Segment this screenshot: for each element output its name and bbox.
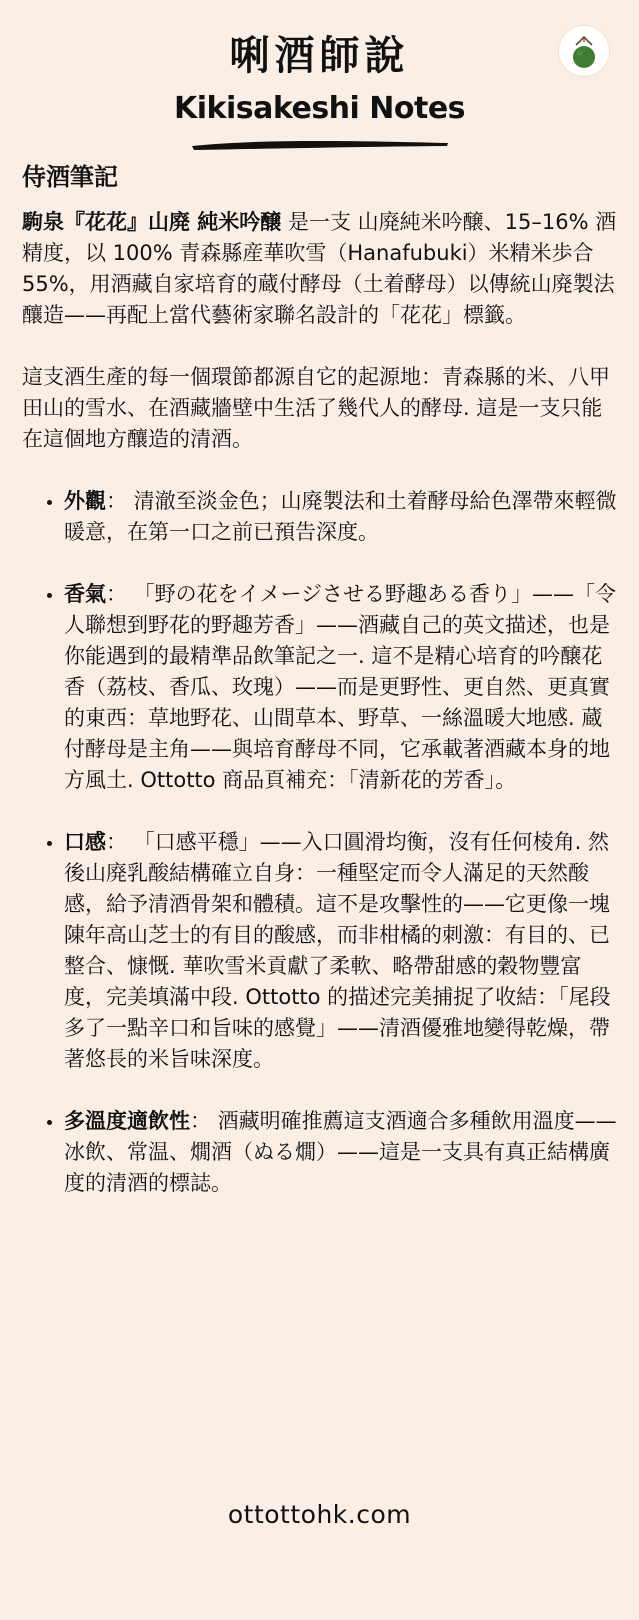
note-text: ： 「野の花をイメージさせる野趣ある香り」——「令人聯想到野花的野趣芳香」——酒藏自己的英文描述，也是你能遇到的最精準品飲筆記之一. 這不是精心培育的吟醸花香（荔枝、香瓜、玫瑰）——而是更野性、更自然、更真實的東西：草地野花、山間草本、野草、一絲溫暖大地感. 蔵付酵母是主角——與培育酵母不同，它承載著酒藏本身的地方風土. Ottotto 商品頁補充：「清新花的芳香」。	[64, 582, 617, 792]
note-text: ： 清澈至淡金色；山廃製法和土着酵母給色澤帶來輕微暖意，在第一口之前已預告深度。	[64, 489, 617, 544]
page-title: 唎酒師說	[229, 33, 410, 79]
intro-paragraph	[22, 207, 620, 331]
page-subtitle: Kikisakeshi Notes	[173, 91, 466, 126]
origin-paragraph: 這支酒生產的每一個環節都源自它的起源地：青森縣的米、八甲田山的雪水、在酒藏牆壁中生活了幾代人的酵母. 這是一支只能在這個地方釀造的清酒。	[22, 365, 610, 451]
sake-name: 駒泉『花花』山廃 純米吟醸	[22, 210, 282, 234]
section-heading: 侍酒筆記	[22, 163, 118, 191]
note-appearance	[64, 486, 620, 548]
note-label: 外觀	[64, 489, 106, 513]
note-label: 口感	[64, 830, 106, 854]
footer-url: ottottohk.com	[227, 1500, 412, 1529]
brush-stroke-divider	[190, 138, 450, 152]
note-palate	[64, 827, 620, 1075]
note-label: 多溫度適飲性	[64, 1109, 190, 1133]
note-label: 香氣	[64, 582, 106, 606]
note-aroma	[64, 579, 620, 796]
intro-text: 是一支 山廃純米吟醸、15–16% 酒精度，以 100% 青森縣産華吹雪（Hanafubuki）米精米歩合 55%，用酒藏自家培育的蔵付酵母（土着酵母）以傳統山廃製法釀造——再配上當代藝術家聯名設計的「花花」標籤。	[22, 210, 617, 327]
note-serving-temperature	[64, 1106, 620, 1199]
note-text: ： 「口感平穩」——入口圓滑均衡，沒有任何棱角. 然後山廃乳酸結構確立自身：一種堅定而令人滿足的天然酸感，給予清酒骨架和體積。這不是攻擊性的——它更像一塊陳年高山芝士的有目的酸感，而非柑橘的刺激：有目的、已整合、慷慨. 華吹雪米貢獻了柔軟、略帶甜感的穀物豐富度，完美填滿中段. Ottotto 的描述完美捕捉了收結：「尾段多了一點辛口和旨味的感覺」——清酒優雅地變得乾燥，帶著悠長的米旨味深度。	[64, 830, 611, 1071]
tasting-notes-body	[22, 207, 620, 1230]
note-text: ： 酒藏明確推薦這支酒適合多種飲用溫度——冰飲、常温、燗酒（ぬる燗）——這是一支具有真正結構廣度的清酒的標誌。	[64, 1109, 617, 1195]
notes-list	[22, 486, 620, 1199]
